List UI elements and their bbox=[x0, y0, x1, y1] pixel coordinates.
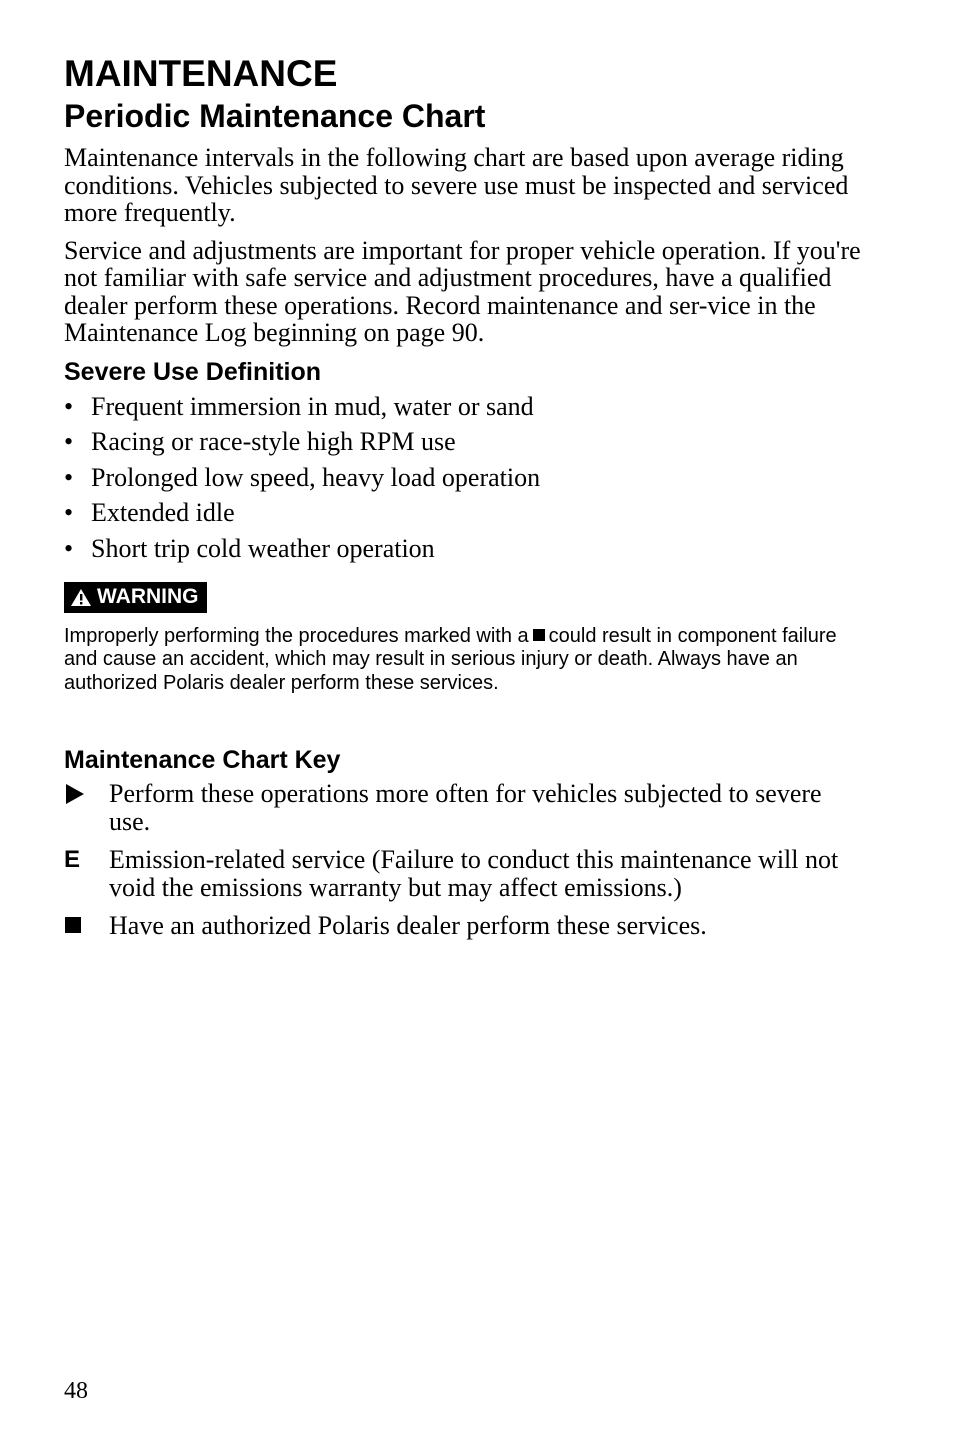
intro-paragraph-2: Service and adjustments are important for proper vehicle operation. If you're not familiar with safe service and adjustment procedures, have a qualified dealer perform these operations. Record maintenance and ser-vice in the Maintenance Log beginning on page 90. bbox=[64, 235, 861, 347]
key-row-severe bbox=[64, 780, 864, 836]
bullet-icon: • bbox=[64, 427, 74, 456]
key-row-dealer bbox=[64, 912, 864, 940]
triangle-right-icon bbox=[64, 780, 86, 812]
warning-label: WARNING bbox=[97, 585, 199, 608]
bullet-icon: • bbox=[64, 391, 74, 421]
list-item: • Frequent immersion in mud, water or sand bbox=[64, 391, 534, 421]
bullet-icon: • bbox=[64, 498, 74, 527]
square-icon bbox=[64, 912, 84, 942]
list-item: • Racing or race-style high RPM use bbox=[64, 427, 456, 456]
chart-key-heading: Maintenance Chart Key bbox=[64, 746, 341, 774]
key-text-emission: Emission-related service (Failure to conduct this maintenance will not void the emissions warranty but may affect emissions.) bbox=[109, 845, 839, 902]
list-item: • Extended idle bbox=[64, 498, 235, 527]
page-number: 48 bbox=[64, 1378, 88, 1404]
key-text-severe: Perform these operations more often for vehicles subjected to severe use. bbox=[109, 779, 822, 836]
warning-triangle-icon bbox=[70, 588, 92, 607]
warning-text: Improperly performing the procedures marked with a could result in component failure and cause an accident, which may result in serious injury or death. Always have an authorized Polaris dealer perform these services. bbox=[64, 624, 837, 694]
bullet-icon: • bbox=[64, 533, 74, 563]
key-row-emission bbox=[64, 846, 864, 902]
list-item: • Prolonged low speed, heavy load operation bbox=[64, 462, 541, 492]
page-content bbox=[64, 52, 864, 950]
warning-badge bbox=[64, 582, 207, 613]
severe-use-heading: Severe Use Definition bbox=[64, 357, 322, 386]
list-item: • Short trip cold weather operation bbox=[64, 533, 435, 563]
key-text-dealer: Have an authorized Polaris dealer perform these services. bbox=[109, 911, 707, 940]
emission-symbol: E bbox=[64, 846, 81, 873]
severe-use-list bbox=[64, 392, 864, 564]
dealer-square-icon bbox=[533, 629, 545, 641]
bullet-icon: • bbox=[64, 462, 74, 492]
intro-paragraph-1: Maintenance intervals in the following chart are based upon average riding conditions. Vehicles subjected to severe use must be inspected and serviced more frequently. bbox=[64, 143, 849, 227]
page-title: MAINTENANCE bbox=[64, 53, 338, 94]
section-title: Periodic Maintenance Chart bbox=[64, 98, 486, 134]
